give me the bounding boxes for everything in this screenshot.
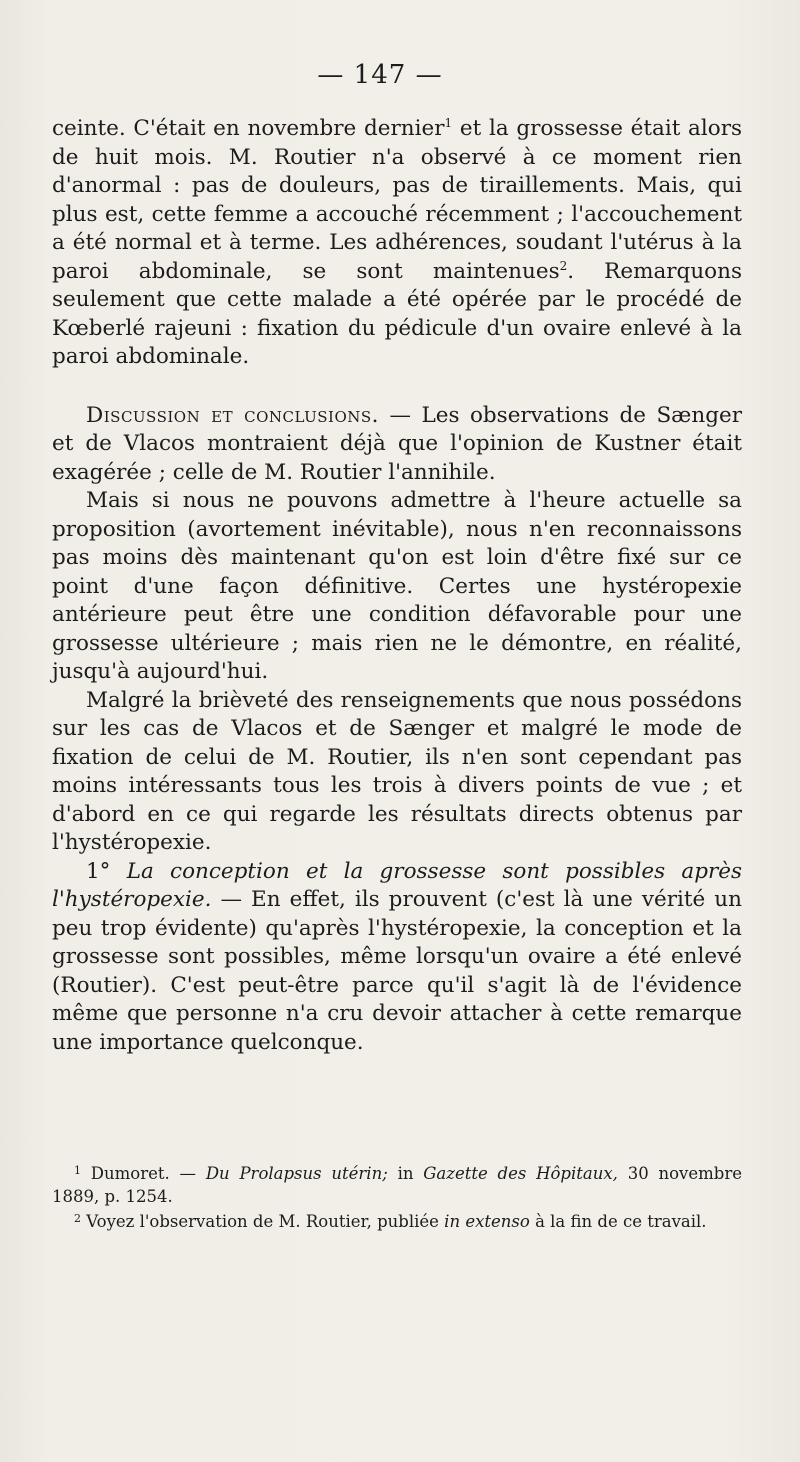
paragraph-continuation (52, 115, 742, 372)
paragraph: Mais si nous ne pouvons admettre à l'heure actuelle sa proposition (avortement inévitable), nous n'en reconnaissons pas moins dès maintenant qu'on est loin d'être fixé sur ce point d'une façon définitive. Certes une hystéropexie antérieure peut être une condition défavorable pour une grossesse ultérieure ; mais rien ne le démontre, en réalité, jusqu'à aujourd'hui. (52, 488, 742, 684)
paragraph-numbered (52, 858, 742, 1058)
footnote (52, 1162, 742, 1208)
footnote-journal: Gazette des Hôpitaux, (423, 1164, 618, 1183)
footnote-italic: in extenso (444, 1212, 530, 1231)
page-number: — 147 — (317, 60, 443, 90)
footnote-mark: 1 (74, 1164, 81, 1177)
paragraph-text: — Les observations de Sænger et de Vlacos montraient déjà que l'opinion de Kustner était exagérée ; celle de M. Routier l'annihile. (52, 402, 742, 485)
footnote-title: Du Prolapsus utérin; (205, 1164, 388, 1183)
main-text (52, 115, 742, 1057)
item-title: La conception et la grossesse sont possibles après l'hystéropexie. (52, 858, 742, 912)
footnotes (52, 1162, 742, 1235)
section-heading: Discussion et conclusions. (86, 402, 379, 428)
footnote (52, 1210, 742, 1233)
footnote-text: 30 novembre 1889, p. 1254. (52, 1164, 742, 1206)
paragraph-text: ceinte. C'était en novembre dernier (52, 116, 445, 141)
paragraph-text: . Remarquons seulement que cette malade a été opérée par le procédé de Kœberlé rajeuni : fixation du pédicule d'un ovaire enlevé à la paroi abdominale. (52, 258, 742, 369)
footnote-mark: 2 (74, 1212, 81, 1225)
paragraph-text: et la grossesse était alors de huit mois. M. Routier n'a observé à ce moment rien d'anormal : pas de douleurs, pas de tiraillements. Mais, qui plus est, cette femme a accouché récemment ; l'accouchement a été normal et à terme. Les adhérences, soudant l'utérus à la paroi abdominale, se sont maintenues (52, 116, 743, 284)
paragraph-discussion (52, 402, 742, 488)
footnote-text: in (387, 1164, 424, 1183)
footnote-text: Voyez l'observation de M. Routier, publiée (81, 1212, 445, 1231)
footnote-text: Dumoret. — (81, 1164, 206, 1183)
paragraph: Malgré la brièveté des renseignements que nous possédons sur les cas de Vlacos et de Sænger et malgré le mode de fixation de celui de M. Routier, ils n'en sont cependant pas moins intéressants tous les trois à divers points de vue ; et d'abord en ce qui regarde les résultats directs obtenus par l'hystéropexie. (52, 687, 742, 855)
paragraph-text: — En effet, ils prouvent (c'est là une vérité un peu trop évidente) qu'après l'hystéropexie, la conception et la grossesse sont possibles, même lorsqu'un ovaire a été enlevé (Routier). C'est peut-être parce qu'il s'agit là de l'évidence même que personne n'a cru devoir attacher à cette remarque une importance quelconque. (52, 887, 742, 1055)
footnote-ref[interactable]: 2 (559, 258, 568, 273)
footnote-text: à la fin de ce travail. (529, 1212, 707, 1231)
footnote-ref[interactable]: 1 (444, 116, 453, 130)
item-number: 1° (86, 858, 111, 884)
section-gap (52, 372, 742, 402)
